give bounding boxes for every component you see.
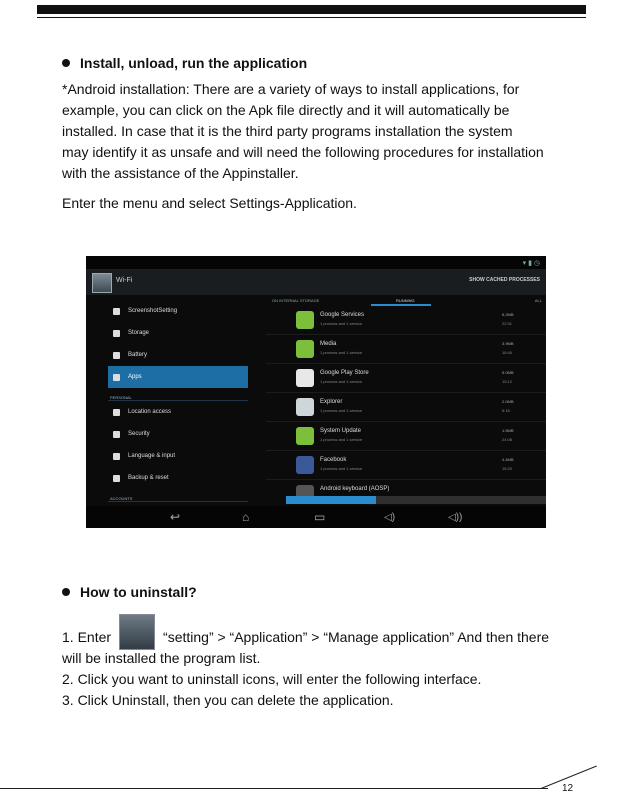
app-memory: 6.2MB (502, 312, 514, 317)
accounts-header: ACCOUNTS (108, 489, 248, 502)
page-number: 12 (562, 783, 574, 794)
status-icons: ▾ ▮ ◷ (522, 260, 540, 267)
app-icon (296, 311, 314, 329)
back-icon[interactable]: ↩ (170, 510, 181, 524)
app-tabs (266, 296, 546, 306)
menu-item-label: Location access (128, 409, 172, 415)
settings-paragraph (62, 193, 567, 214)
apps-icon (113, 374, 120, 381)
backup-icon (113, 475, 120, 482)
app-processes: 1 process and 1 service (320, 379, 363, 384)
location-icon (113, 409, 120, 416)
menu-item-label: Storage (128, 330, 150, 336)
nav-bar (86, 506, 546, 528)
paragraph-line: may identify it as unsafe and will need the following procedures for installation (62, 144, 544, 160)
section-heading-text: Install, unload, run the application (80, 55, 308, 71)
step-1 (62, 627, 567, 648)
bullet-icon (62, 59, 70, 67)
app-icon (296, 427, 314, 445)
app-icon (296, 340, 314, 358)
menu-item-label: ScreenshotSetting (128, 308, 178, 314)
volume-up-icon[interactable]: ◁)) (448, 512, 463, 523)
tab-all[interactable]: ALL (534, 298, 542, 303)
app-row[interactable] (266, 306, 546, 335)
app-processes: 1 process and 1 service (320, 350, 363, 355)
app-row[interactable] (266, 480, 546, 509)
app-memory: 2.0MB (502, 399, 514, 404)
paragraph-line: installed. In case that it is the third party programs installation the system (62, 123, 513, 139)
app-name: Google Services (320, 312, 365, 318)
settings-icon (92, 273, 112, 293)
menu-item-label: Apps (128, 374, 142, 380)
app-processes: 1 process and 1 service (320, 437, 363, 442)
paragraph-line: *Android installation: There are a variety of ways to install applications, for (62, 81, 520, 97)
screenshot-icon (113, 308, 120, 315)
battery-icon (113, 352, 120, 359)
app-runtime: 15:20 (502, 466, 513, 471)
menu-item[interactable] (108, 300, 248, 322)
volume-down-icon[interactable]: ◁) (384, 512, 396, 523)
status-bar (86, 256, 546, 269)
header-rule (37, 17, 586, 18)
app-row[interactable] (266, 335, 546, 364)
menu-item-label: Language & input (128, 453, 176, 459)
bullet-icon (62, 588, 70, 596)
section-heading-text: How to uninstall? (80, 584, 197, 600)
app-runtime: 24:08 (502, 437, 513, 442)
app-runtime: 18:45 (502, 350, 513, 355)
app-icon (296, 456, 314, 474)
tab-running[interactable]: RUNNING (396, 298, 415, 303)
app-row[interactable] (266, 364, 546, 393)
app-memory: 4.4MB (502, 457, 514, 462)
app-processes: 1 process and 1 service (320, 408, 363, 413)
menu-item[interactable] (108, 344, 248, 366)
app-runtime: 6:18 (502, 408, 510, 413)
lock-icon (113, 431, 120, 438)
app-memory: 3.9MB (502, 341, 514, 346)
app-icon (296, 398, 314, 416)
app-name: Android keyboard (AOSP) (320, 486, 390, 492)
footer-rule (0, 788, 548, 789)
menu-item[interactable] (108, 423, 248, 445)
app-name: Facebook (320, 457, 347, 463)
action-bar-title: Wi-Fi (116, 277, 133, 284)
section-heading-install (62, 55, 307, 71)
app-runtime: 15:12 (502, 379, 513, 384)
app-processes: 1 process and 1 service (320, 321, 363, 326)
section-heading-uninstall (62, 584, 197, 600)
menu-item-apps[interactable] (108, 366, 248, 388)
step-2: 2. Click you want to uninstall icons, will enter the following interface. (62, 671, 482, 687)
settings-app-icon (119, 614, 155, 650)
settings-menu (108, 300, 248, 510)
home-icon[interactable]: ⌂ (242, 510, 250, 524)
memory-bar (286, 496, 546, 504)
app-name: Google Play Store (320, 370, 369, 376)
step-1-text: “setting” > “Application” > “Manage application” And then there (163, 629, 550, 645)
menu-item-label: Security (128, 431, 150, 437)
step-3: 3. Click Uninstall, then you can delete the application. (62, 692, 394, 708)
app-row[interactable] (266, 393, 546, 422)
action-bar (86, 269, 546, 295)
header-bar (37, 5, 586, 14)
menu-item[interactable] (108, 467, 248, 489)
recent-apps-icon[interactable]: ▭ (314, 510, 326, 524)
app-name: Media (320, 341, 337, 347)
language-icon (113, 453, 120, 460)
storage-icon (113, 330, 120, 337)
step-1-prefix: 1. Enter (62, 629, 112, 645)
app-name: Explorer (320, 399, 343, 405)
paragraph-line: Enter the menu and select Settings-Application. (62, 195, 357, 211)
app-row[interactable] (266, 451, 546, 480)
menu-item[interactable] (108, 322, 248, 344)
app-runtime: 22:31 (502, 321, 513, 326)
tab-internal[interactable]: ON INTERNAL STORAGE (272, 298, 320, 303)
personal-header: PERSONAL (108, 388, 248, 401)
app-list (266, 306, 546, 509)
uninstall-steps (62, 627, 567, 711)
paragraph-line: example, you can click on the Apk file directly and it will automatically be (62, 102, 510, 118)
menu-item-label: Battery (128, 352, 148, 358)
app-processes: 1 process and 1 service (320, 466, 363, 471)
step-1-line2: will be installed the program list. (62, 650, 261, 666)
menu-item-label: Backup & reset (128, 475, 169, 481)
menu-item[interactable] (108, 445, 248, 467)
show-cached-button[interactable]: SHOW CACHED PROCESSES (469, 277, 540, 283)
menu-item[interactable] (108, 401, 248, 423)
android-screenshot (86, 256, 546, 528)
app-memory: 1.5MB (502, 428, 514, 433)
app-row[interactable] (266, 422, 546, 451)
app-memory: 5.0MB (502, 370, 514, 375)
app-name: System Update (320, 428, 362, 434)
running-apps-panel (266, 296, 546, 511)
app-icon (296, 369, 314, 387)
paragraph-line: with the assistance of the Appinstaller. (62, 165, 299, 181)
memory-used-fill (286, 496, 376, 504)
install-paragraph (62, 79, 567, 184)
